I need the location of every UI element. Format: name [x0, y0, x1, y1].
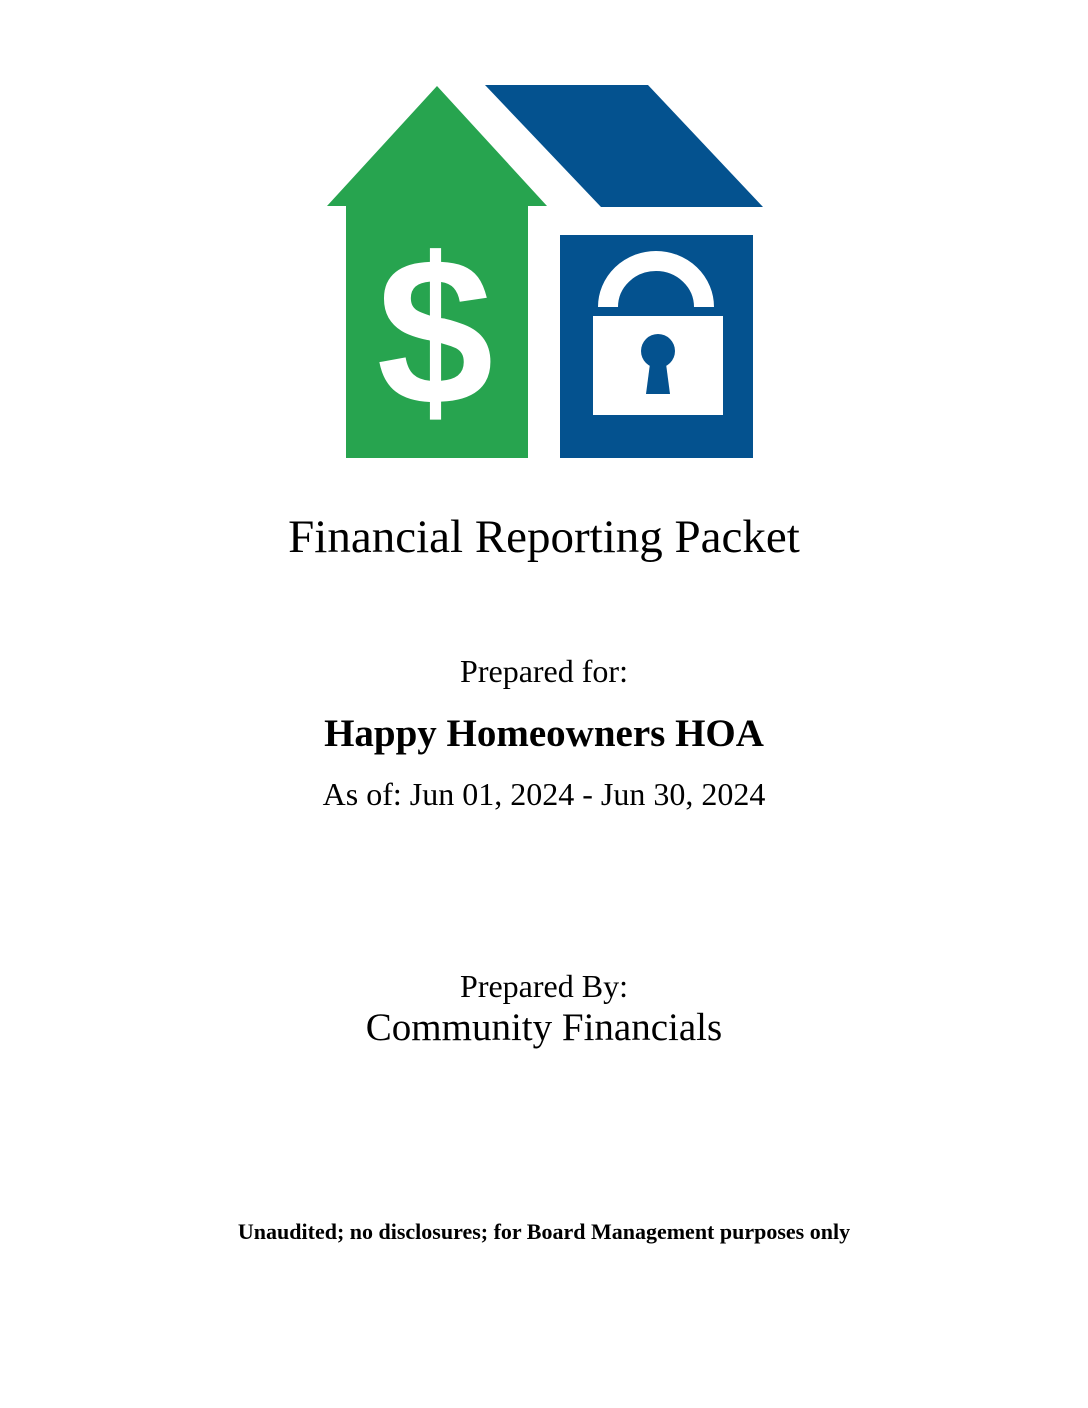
reporting-period: As of: Jun 01, 2024 - Jun 30, 2024 [322, 776, 766, 812]
preparer-name: Community Financials [365, 1006, 723, 1049]
client-name: Happy Homeowners HOA [324, 712, 764, 755]
house-dollar-lock-logo [325, 84, 765, 460]
prepared-for-label: Prepared for: [460, 653, 628, 689]
page-title: Financial Reporting Packet [288, 511, 800, 563]
dollar-sign-icon: $ [376, 214, 494, 449]
disclaimer-text: Unaudited; no disclosures; for Board Management purposes only [237, 1219, 851, 1244]
prepared-by-label: Prepared By: [460, 968, 628, 1004]
